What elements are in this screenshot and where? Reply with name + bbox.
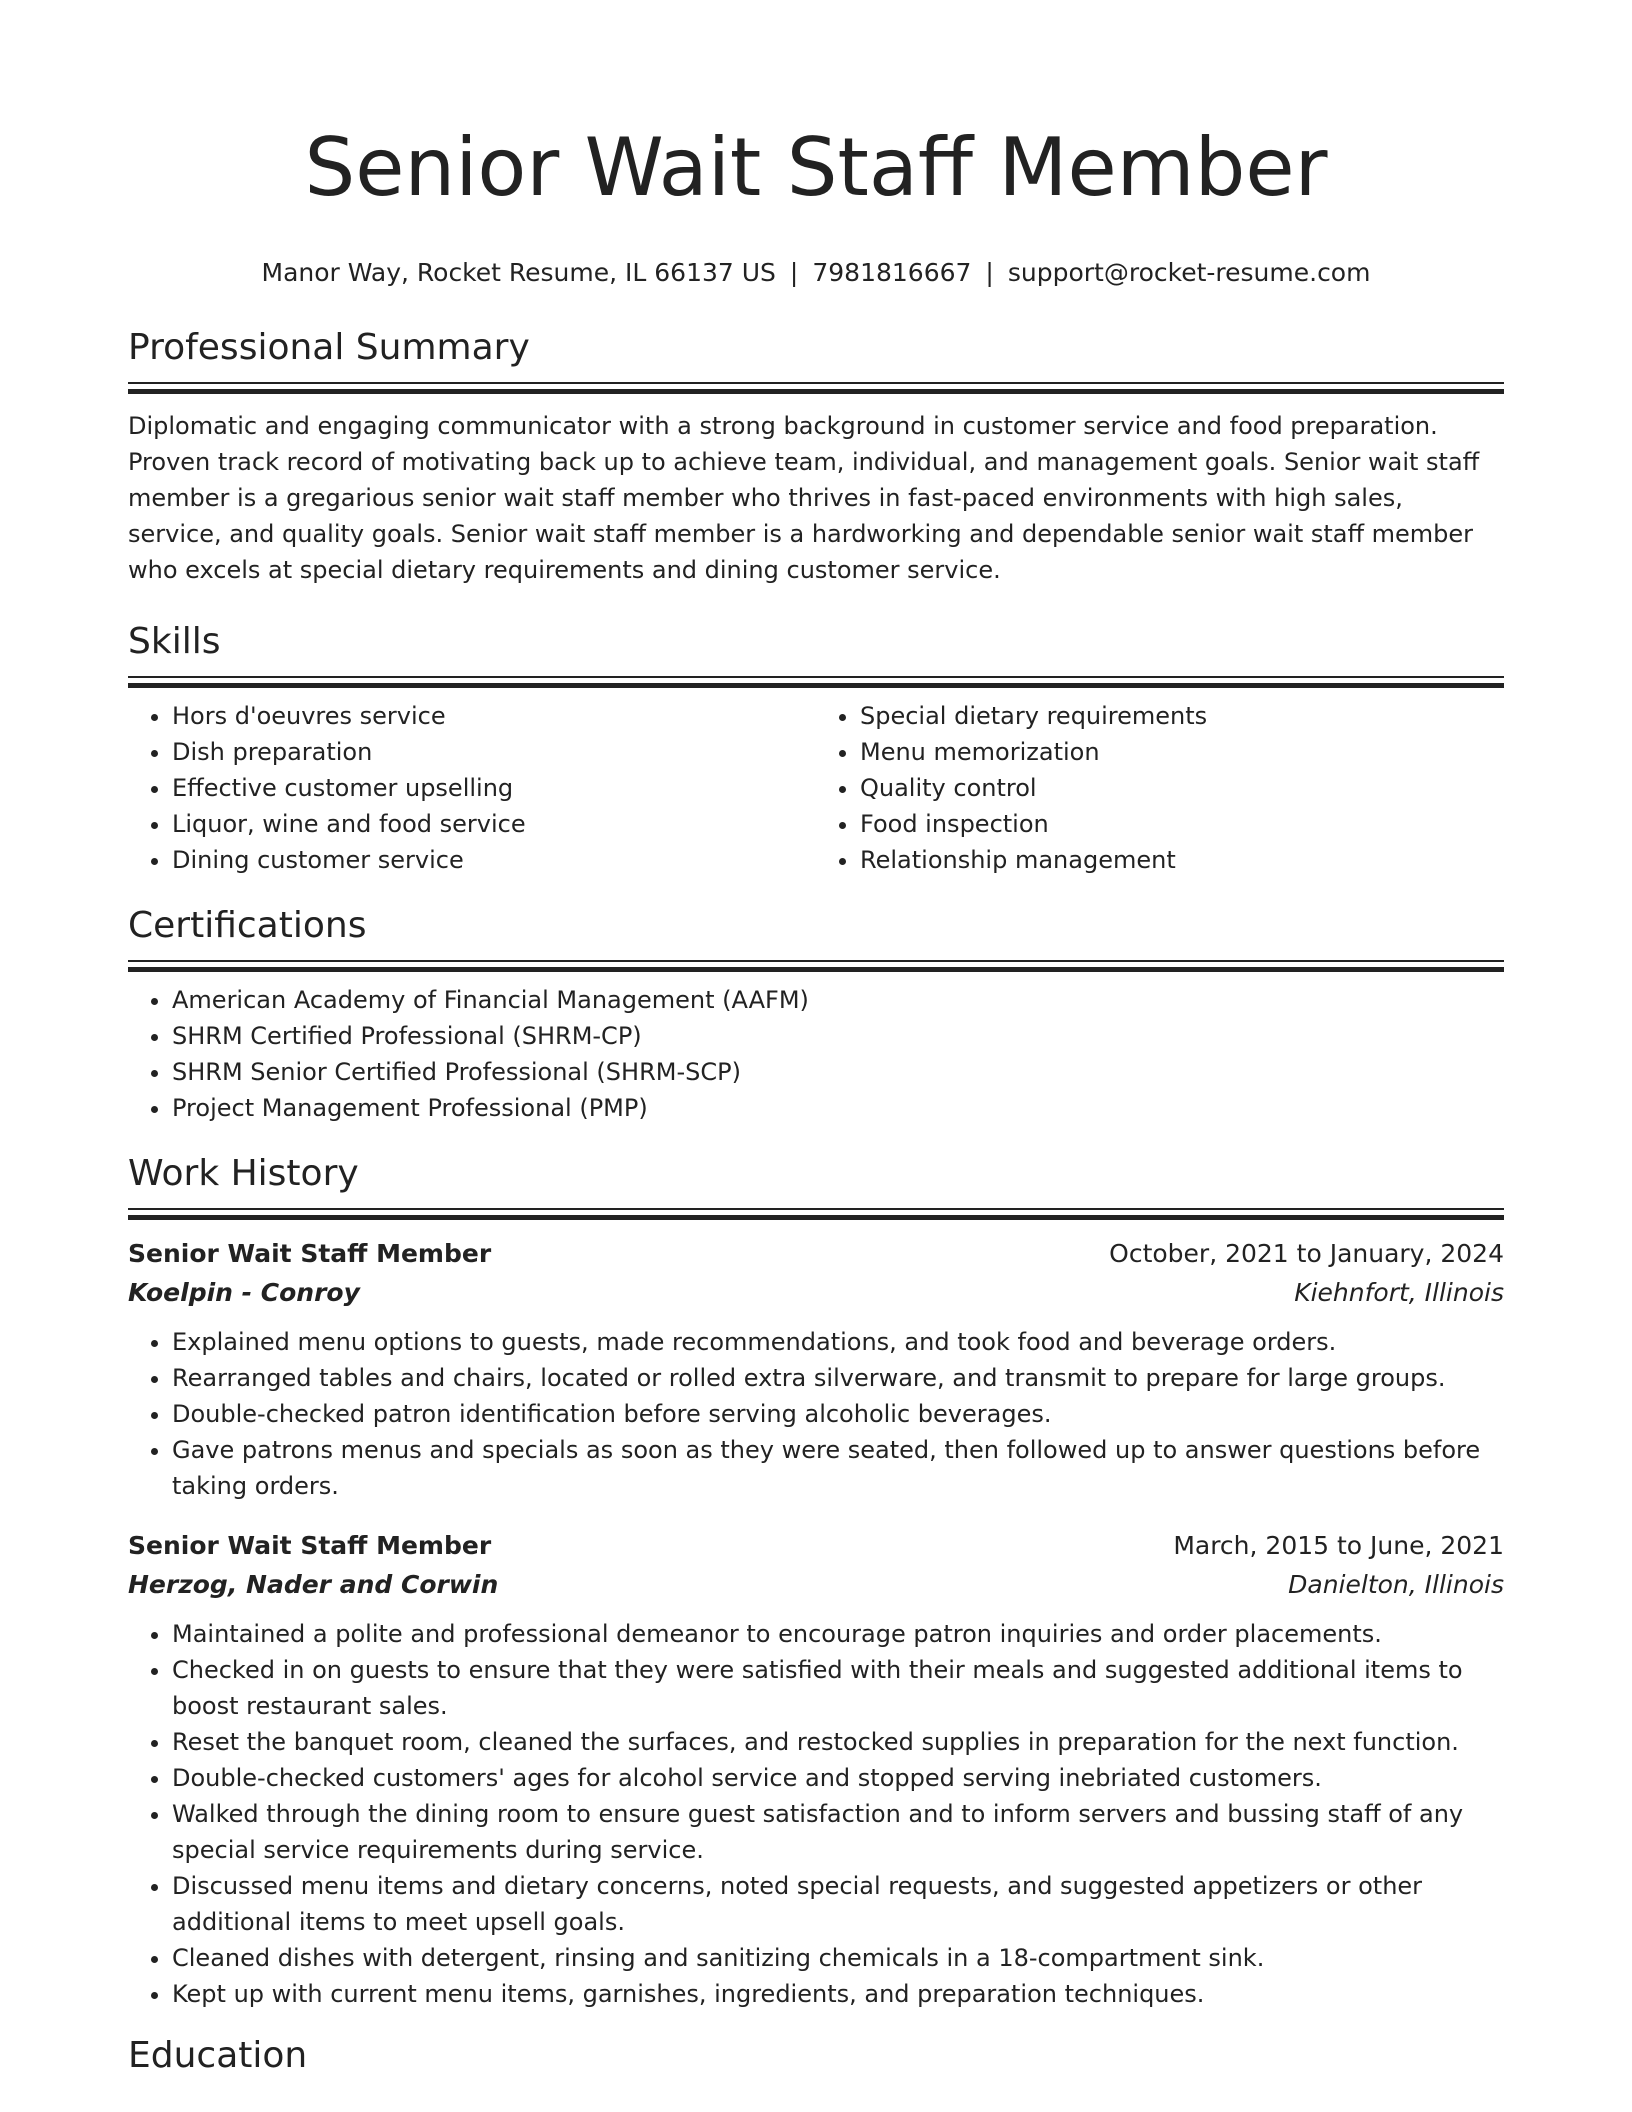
job-title: Senior Wait Staff Member bbox=[128, 1531, 492, 1560]
skills-list-left bbox=[128, 698, 816, 878]
job-company-row bbox=[128, 1273, 1504, 1312]
job-bullet: • Cleaned dishes with detergent, rinsing and sanitizing chemicals in a 18-compartment sink. bbox=[172, 1940, 1504, 1976]
skill-item: • Food inspection bbox=[860, 806, 1504, 842]
job-location: Kiehnfort, Illinois bbox=[1294, 1278, 1504, 1307]
skills-section-header bbox=[128, 620, 1504, 688]
contact-line bbox=[128, 256, 1504, 290]
skill-item: • Dish preparation bbox=[172, 734, 816, 770]
job-dates: March, 2015 to June, 2021 bbox=[1173, 1531, 1504, 1560]
summary-section-title: Professional Summary bbox=[128, 327, 530, 368]
certifications-section-title: Certifications bbox=[128, 905, 367, 946]
certifications-section-header bbox=[128, 904, 1504, 972]
contact-email: support@rocket-resume.com bbox=[1007, 258, 1371, 287]
job-bullet: • Double-checked patron identification before serving alcoholic beverages. bbox=[172, 1396, 1504, 1432]
skill-item: • Relationship management bbox=[860, 842, 1504, 878]
certifications-list bbox=[128, 982, 1504, 1126]
job-bullet: • Checked in on guests to ensure that they were satisfied with their meals and suggested additional items to boost restaurant sales. bbox=[172, 1652, 1504, 1724]
skill-item: • Menu memorization bbox=[860, 734, 1504, 770]
job-bullets bbox=[128, 1616, 1504, 2012]
job-bullet: • Maintained a polite and professional demeanor to encourage patron inquiries and order placements. bbox=[172, 1616, 1504, 1652]
job-title: Senior Wait Staff Member bbox=[128, 1239, 492, 1268]
education-section-header bbox=[128, 2034, 1504, 2078]
section-divider bbox=[128, 382, 1504, 394]
job-bullet: • Reset the banquet room, cleaned the surfaces, and restocked supplies in preparation for the next function. bbox=[172, 1724, 1504, 1760]
section-divider bbox=[128, 676, 1504, 688]
job-bullet: • Gave patrons menus and specials as soon as they were seated, then followed up to answer questions before taking orders. bbox=[172, 1432, 1504, 1504]
job-bullet: • Discussed menu items and dietary concerns, noted special requests, and suggested appetizers or other additional items to meet upsell goals. bbox=[172, 1868, 1504, 1940]
skill-item: • Special dietary requirements bbox=[860, 698, 1504, 734]
contact-address: Manor Way, Rocket Resume, IL 66137 US bbox=[261, 258, 776, 287]
skill-item: • Quality control bbox=[860, 770, 1504, 806]
job-entry bbox=[128, 1234, 1504, 1504]
summary-section-header bbox=[128, 326, 1504, 394]
certification-item: • American Academy of Financial Management (AAFM) bbox=[172, 982, 1504, 1018]
contact-phone: 7981816667 bbox=[812, 258, 972, 287]
job-title-row bbox=[128, 1234, 1504, 1273]
certification-item: • SHRM Senior Certified Professional (SHRM-SCP) bbox=[172, 1054, 1504, 1090]
skills-section-title: Skills bbox=[128, 621, 221, 662]
job-bullet: • Kept up with current menu items, garnishes, ingredients, and preparation techniques. bbox=[172, 1976, 1504, 2012]
education-section-title: Education bbox=[128, 2035, 308, 2076]
job-company: Koelpin - Conroy bbox=[128, 1278, 360, 1307]
job-bullets bbox=[128, 1324, 1504, 1504]
certification-item: • SHRM Certified Professional (SHRM-CP) bbox=[172, 1018, 1504, 1054]
contact-separator: | bbox=[789, 258, 799, 287]
section-divider bbox=[128, 1208, 1504, 1220]
skill-item: • Liquor, wine and food service bbox=[172, 806, 816, 842]
contact-separator: | bbox=[985, 258, 994, 287]
skill-item: • Dining customer service bbox=[172, 842, 816, 878]
resume-content bbox=[128, 0, 1504, 2078]
job-bullet: • Explained menu options to guests, made recommendations, and took food and beverage orders. bbox=[172, 1324, 1504, 1360]
job-dates: October, 2021 to January, 2024 bbox=[1109, 1239, 1504, 1268]
skill-item: • Effective customer upselling bbox=[172, 770, 816, 806]
job-company: Herzog, Nader and Corwin bbox=[128, 1570, 499, 1599]
job-bullet: • Walked through the dining room to ensure guest satisfaction and to inform servers and bussing staff of any special service requirements during service. bbox=[172, 1796, 1504, 1868]
job-title-row bbox=[128, 1526, 1504, 1565]
section-divider bbox=[128, 960, 1504, 972]
job-bullet: • Double-checked customers' ages for alcohol service and stopped serving inebriated customers. bbox=[172, 1760, 1504, 1796]
job-entry bbox=[128, 1526, 1504, 2012]
work-section-header bbox=[128, 1152, 1504, 1220]
job-bullet: • Rearranged tables and chairs, located or rolled extra silverware, and transmit to prepare for large groups. bbox=[172, 1360, 1504, 1396]
work-section-title: Work History bbox=[128, 1153, 359, 1194]
summary-text: Diplomatic and engaging communicator with a strong background in customer service and food preparation. Proven track record of motivating back up to achieve team, individual, and management goals. Senior wait staff member is a gregarious senior wait staff member who thrives in fast-paced environments with high sales, service, and quality goals. Senior wait staff member is a hardworking and dependable senior wait staff member who excels at special dietary requirements and dining customer service. bbox=[128, 412, 1480, 584]
skills-list-right bbox=[816, 698, 1504, 878]
skill-item: • Hors d'oeuvres service bbox=[172, 698, 816, 734]
resume-name: Senior Wait Staff Member bbox=[304, 121, 1328, 214]
certification-item: • Project Management Professional (PMP) bbox=[172, 1090, 1504, 1126]
skills-columns bbox=[128, 688, 1504, 878]
job-company-row bbox=[128, 1565, 1504, 1604]
job-location: Danielton, Illinois bbox=[1288, 1570, 1504, 1599]
